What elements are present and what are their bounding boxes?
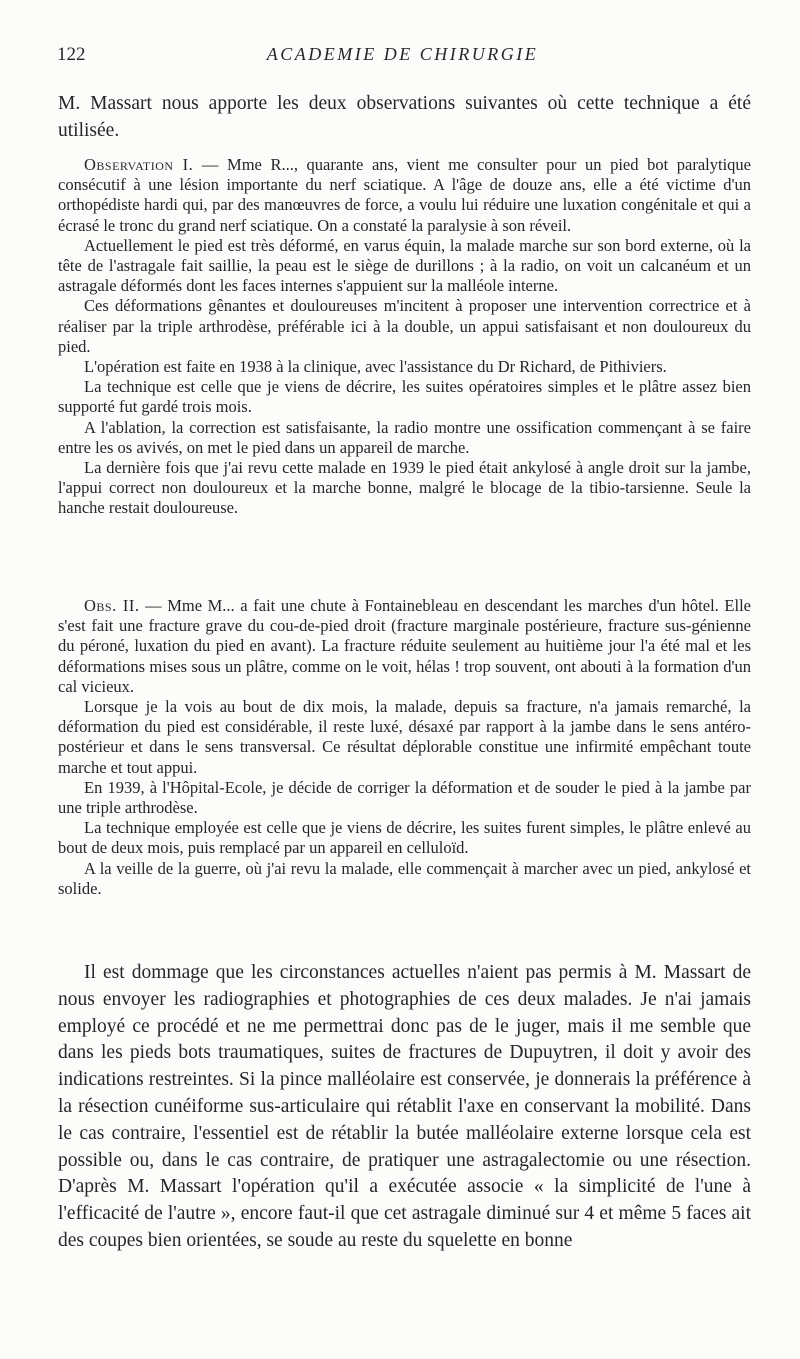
conclusion-section xyxy=(58,960,751,1255)
obs2-paragraph: Obs. II. — Mme M... a fait une chute à Fontainebleau en descendant les marches d'un hôtel. Elle s'est fait une fracture grave du cou-de-pied droit (fracture marginale postérieure, fracture sus-génienne du péroné, luxation du pied en avant). La fracture réduite seulement au huitième jour l'a été mal et les déformations mises sous un plâtre, comme on le voit, hélas ! trop souvent, ont abouti à la formation d'un cal vicieux. xyxy=(58,596,751,696)
intro-paragraph: M. Massart nous apporte les deux observations suivantes où cette technique a été utilisée. xyxy=(58,93,751,141)
obs1-label: Observation I. xyxy=(84,155,194,174)
obs2-paragraph: A la veille de la guerre, où j'ai revu la malade, elle commençait à marcher avec un pied, ankylosé et solide. xyxy=(58,858,751,898)
obs1-paragraph: La technique est celle que je viens de décrire, les suites opératoires simples et le plâtre assez bien supporté fut gardé trois mois. xyxy=(58,377,751,417)
running-header xyxy=(57,44,748,68)
obs1-paragraph: Actuellement le pied est très déformé, en varus équin, la malade marche sur son bord externe, où la tête de l'astragale fait saillie, la peau est le siège de durillons ; à la radio, on voit un calcanéum et un astragale déformés dont les faces internes s'appuient sur la malléole interne. xyxy=(58,235,751,296)
page-number: 122 xyxy=(57,44,86,65)
obs1-paragraph: A l'ablation, la correction est satisfaisante, la radio montre une ossification commençant à se faire entre les os avivés, on met le pied dans un appareil de marche. xyxy=(58,417,751,457)
obs2-paragraph: La technique employée est celle que je viens de décrire, les suites furent simples, le plâtre enlevé au bout de deux mois, puis remplacé par un appareil en celluloïd. xyxy=(58,818,751,858)
obs1-paragraph: La dernière fois que j'ai revu cette malade en 1939 le pied était ankylosé à angle droit sur la jambe, l'appui correct non douloureux et la marche bonne, malgré le blocage de la tibio-tarsienne. Seule la hanche restait douloureuse. xyxy=(58,458,751,518)
observation-2 xyxy=(58,596,751,899)
conclusion-paragraph: Il est dommage que les circonstances actuelles n'aient pas permis à M. Massart de nous envoyer les radiographies et photographies de ces deux malades. Je n'ai jamais employé ce procédé et ne me permettrai donc pas de le juger, mais il me semble que dans les pieds bots traumatiques, suites de fractures de Dupuytren, il doit y avoir des indications restreintes. Si la pince malléolaire est conservée, je donnerais la préférence à la résection cunéiforme sus-articulaire qui rétablit l'axe en conservant la mobilité. Dans le cas contraire, l'essentiel est de rétablir la butée malléolaire externe lorsque cela est possible ou, dans le cas contraire, de pratiquer une astragalectomie ou une résection. D'après M. Massart l'opération qu'il a exécutée associe « la simplicité de l'une à l'efficacité de l'autre », encore faut-il que cet astragale diminué sur 4 et même 5 faces ait des coupes bien orientées, se soude au reste du squelette en bonne xyxy=(58,962,751,1251)
obs2-paragraph: En 1939, à l'Hôpital-Ecole, je décide de corriger la déformation et de souder le pied à la jambe par une triple arthrodèse. xyxy=(58,777,751,818)
obs1-paragraph: Ces déformations gênantes et douloureuses m'incitent à proposer une intervention correctrice et à réaliser par la triple arthrodèse, préférable ici à la double, un appui satisfaisant et non douloureux du pied. xyxy=(58,296,751,356)
running-title: ACADEMIE DE CHIRURGIE xyxy=(266,44,539,64)
obs1-paragraph: L'opération est faite en 1938 à la clinique, avec l'assistance du Dr Richard, de Pithiviers. xyxy=(84,357,667,377)
obs2-paragraph: Lorsque je la vois au bout de dix mois, la malade, depuis sa fracture, n'a jamais remarché, la déformation du pied est considérable, il reste luxé, désaxé par rapport à la jambe dans le sens antéro-postérieur et dans le sens transversal. Ce résultat déplorable constitue une infirmité empêchant toute marche et tout appui. xyxy=(58,697,751,777)
obs2-label: Obs. II. xyxy=(84,596,140,615)
obs1-paragraph: Observation I. — Mme R..., quarante ans, vient me consulter pour un pied bot paralytique consécutif à une lésion importante du nerf sciatique. A l'âge de douze ans, elle a été victime d'un orthopédiste hardi qui, par des manœuvres de force, a voulu lui réduire une luxation congénitale et qui a écrasé le tronc du grand nerf sciatique. On a constaté la paralysie à son réveil. xyxy=(58,155,752,235)
observation-1 xyxy=(58,155,751,519)
